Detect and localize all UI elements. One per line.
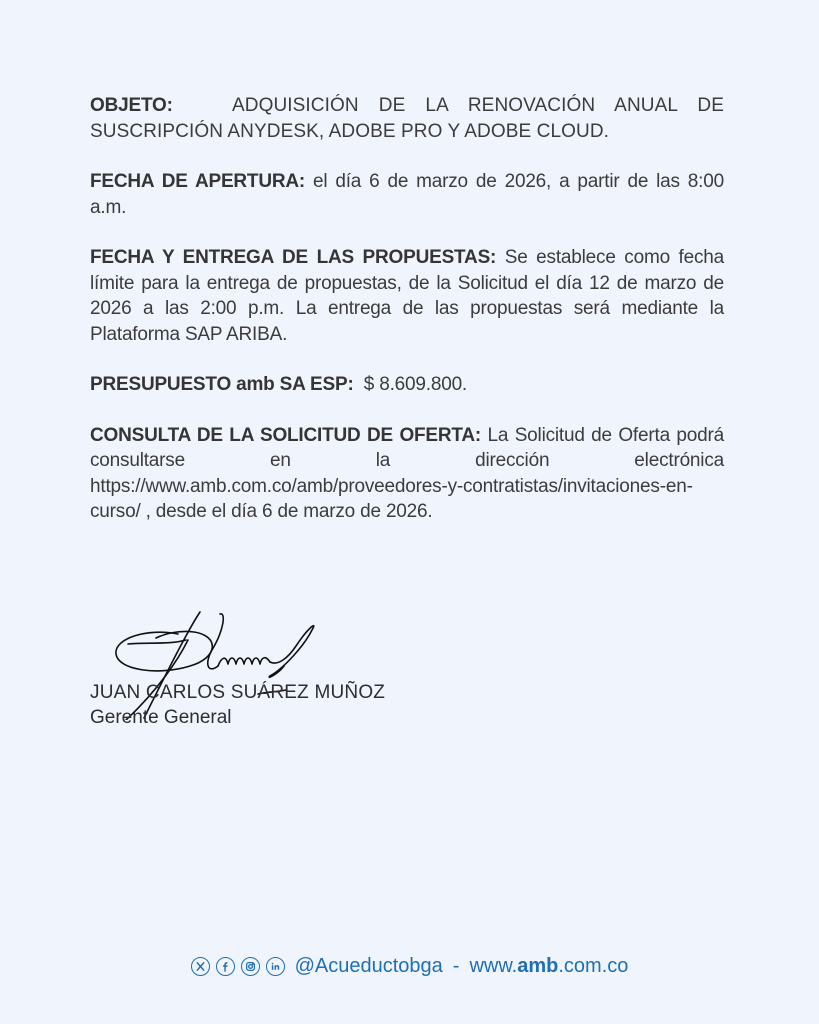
section-text: el día 6 de marzo de 2026, a partir de las 8:00 a.m. — [90, 171, 724, 218]
section-objeto — [90, 93, 724, 144]
x-icon[interactable] — [191, 957, 210, 976]
section-text: ADQUISICIÓN DE LA RENOVACIÓN ANUAL DE SUSCRIPCIÓN ANYDESK, ADOBE PRO Y ADOBE CLOUD. — [90, 95, 724, 142]
section-consulta — [90, 423, 724, 525]
footer-separator: - — [452, 955, 460, 977]
web-prefix: www. — [469, 955, 518, 977]
social-icons — [191, 957, 285, 976]
document-body — [90, 93, 724, 550]
instagram-icon[interactable] — [241, 957, 260, 976]
section-fecha-apertura — [90, 169, 724, 220]
website-link[interactable] — [469, 955, 628, 978]
section-fecha-entrega — [90, 245, 724, 347]
section-label: FECHA DE APERTURA: — [90, 171, 306, 192]
budget-amount: $ 8.609.800. — [363, 374, 468, 395]
footer — [0, 955, 819, 978]
web-brand: amb — [517, 955, 559, 977]
signature-block — [90, 610, 430, 740]
signer-name: JUAN CARLOS SUÁREZ MUÑOZ — [90, 682, 386, 703]
linkedin-icon[interactable] — [266, 957, 285, 976]
section-presupuesto — [90, 372, 724, 398]
web-suffix: .com.co — [558, 955, 629, 977]
consulta-url-link[interactable]: https://www.amb.com.co/amb/proveedores-y-contratistas/invitaciones-en-curso/ — [90, 475, 693, 522]
section-text: Se establece como fecha límite para la entrega de propuestas, de la Solicitud el día 12 de marzo de 2026 a las 2:00 p.m. La entrega de las propuestas será mediante la Plataforma SAP ARIBA. — [90, 247, 724, 345]
signer-role: Gerente General — [90, 707, 232, 728]
social-handle[interactable]: @Acueductobga — [294, 955, 443, 977]
section-text-after: , desde el día 6 de marzo de 2026. — [145, 501, 433, 522]
facebook-icon[interactable] — [216, 957, 235, 976]
section-label: OBJETO: — [90, 95, 173, 116]
section-label: FECHA Y ENTREGA DE LAS PROPUESTAS: — [90, 247, 497, 268]
section-label: CONSULTA DE LA SOLICITUD DE OFERTA: — [90, 424, 482, 446]
section-label: PRESUPUESTO amb SA ESP: — [90, 374, 354, 395]
section-text: La Solicitud de Oferta podrá consultarse en la dirección electrónica — [90, 424, 724, 471]
